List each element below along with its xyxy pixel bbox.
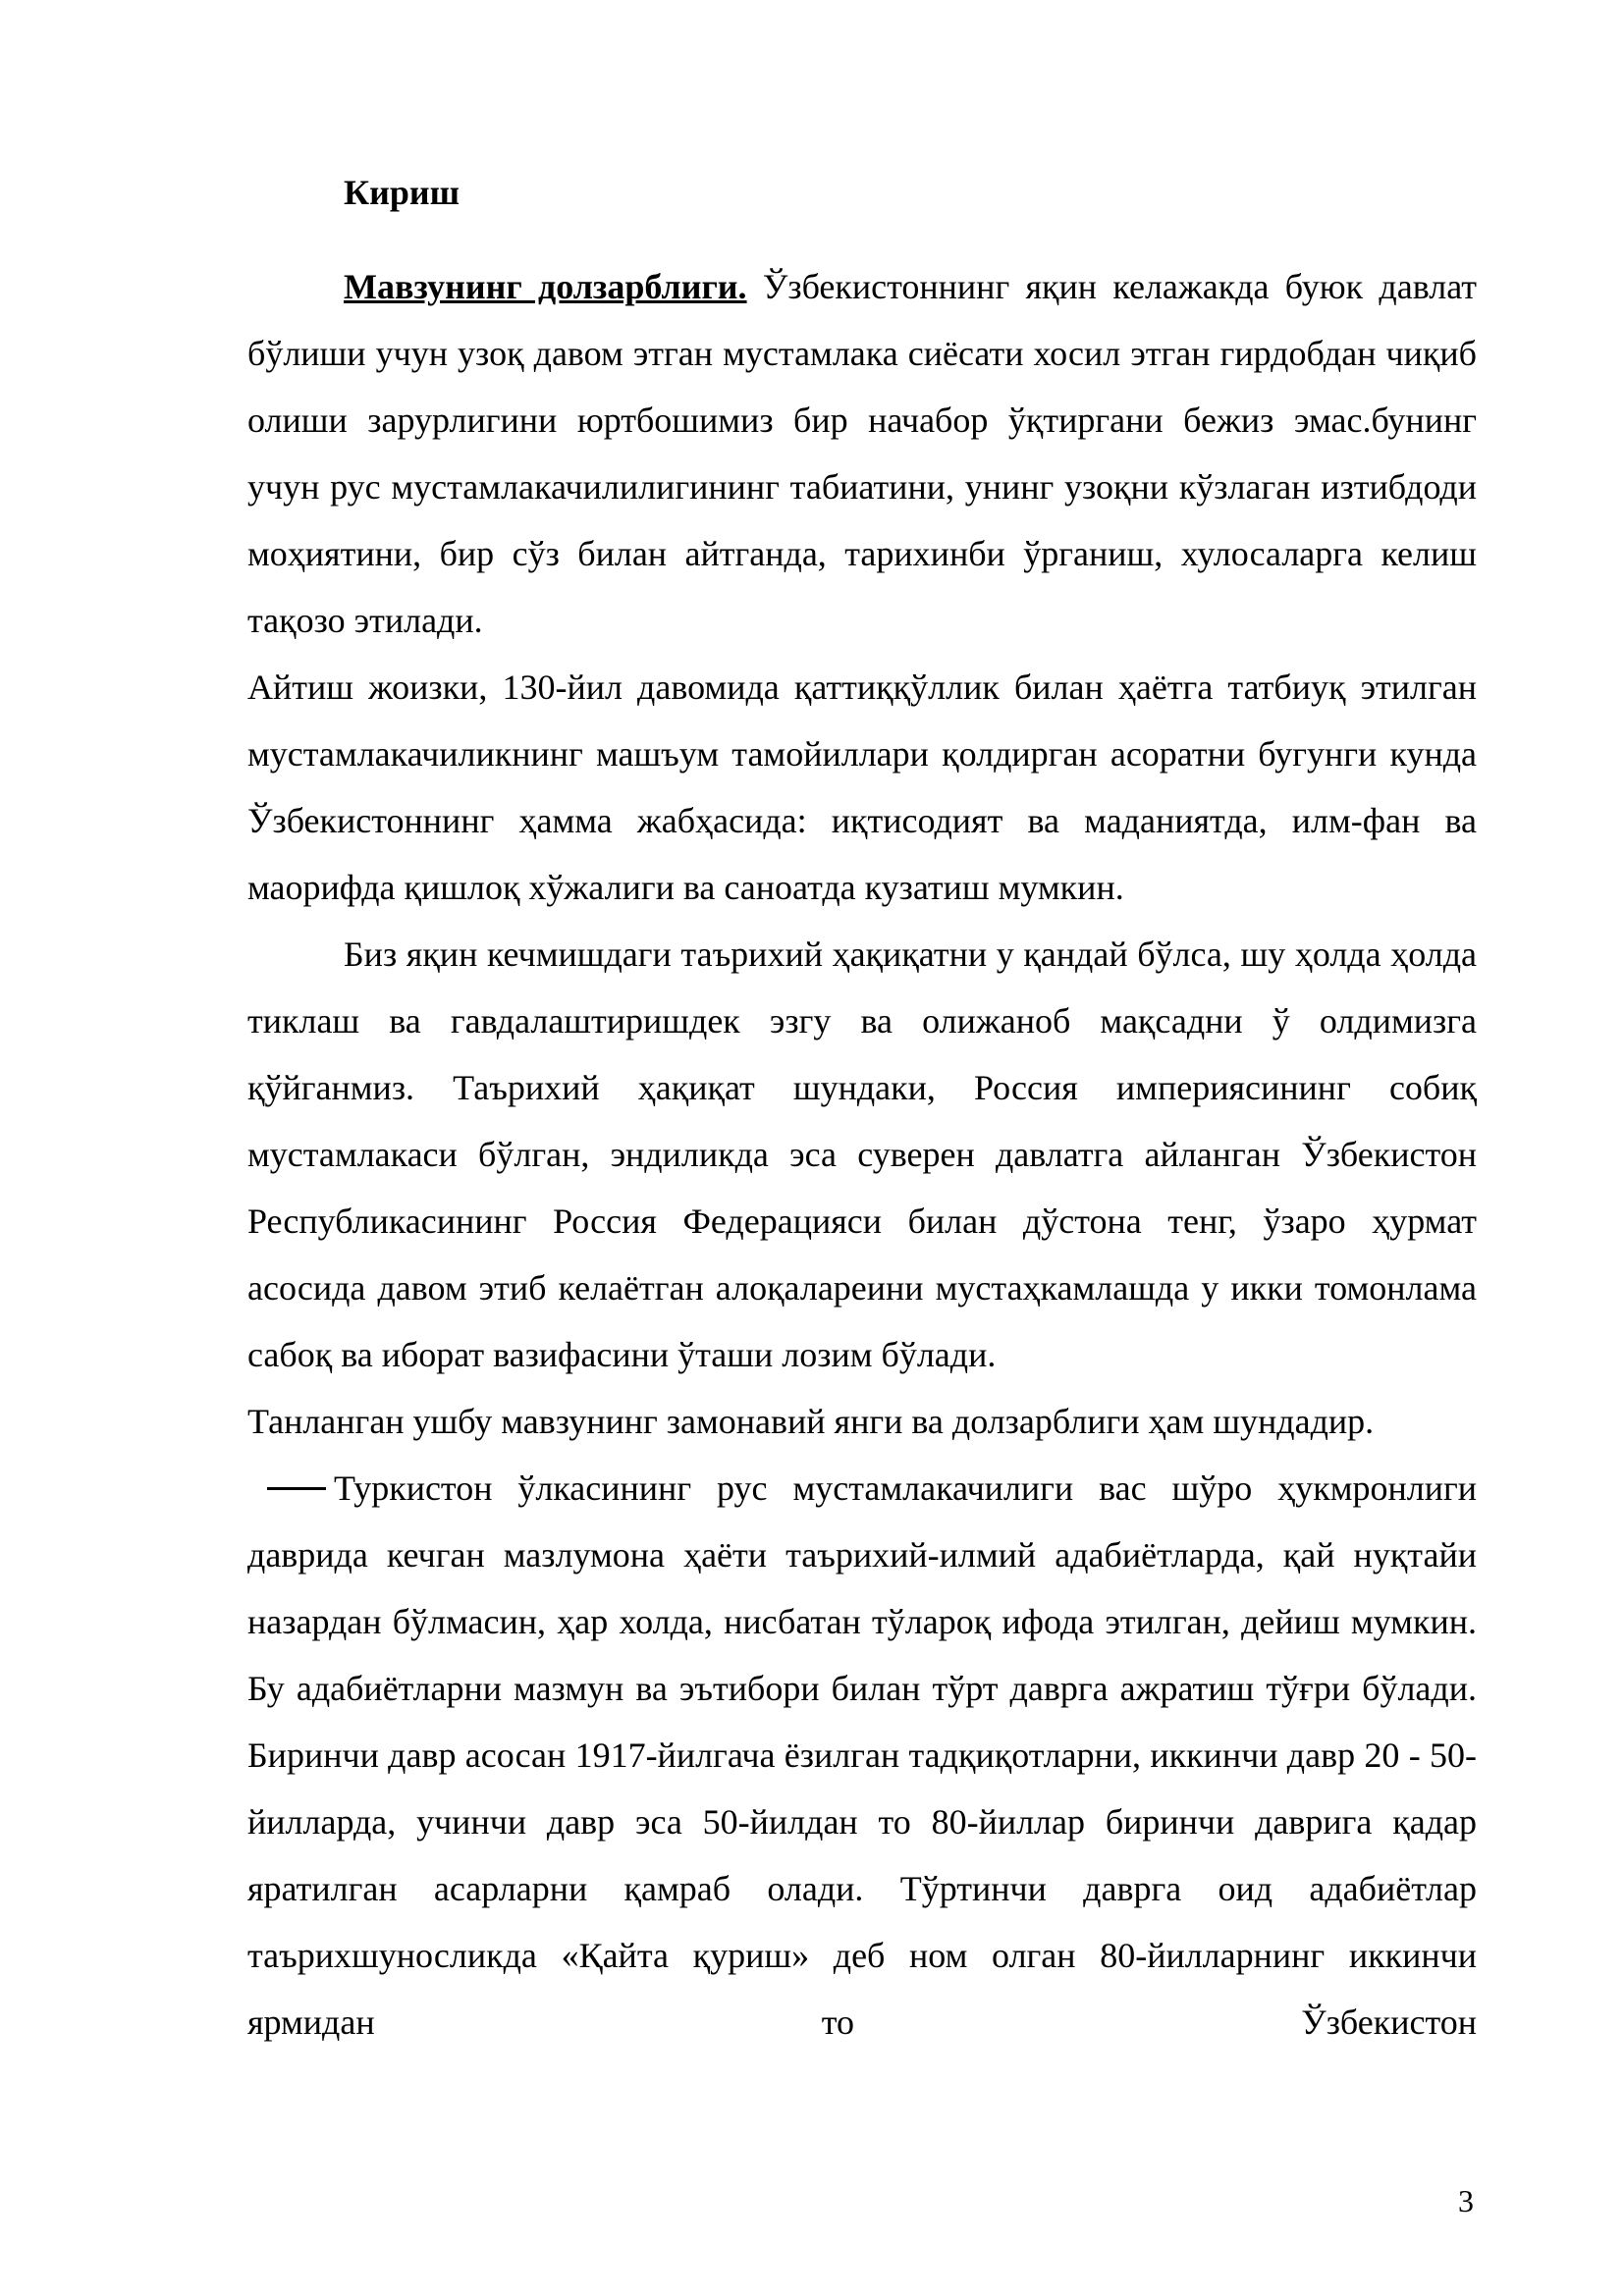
paragraph-literature xyxy=(247,1455,1477,2056)
paragraph-text: Ўзбекистоннинг яқин келажакда буюк давлат бўлиши учун узоқ давом этган мустамлака сиёсати хосил этган гирдобдан чиқиб олиши зарурлигини юртбошимиз бир начабор ўқтиргани бежиз эмас.бунинг учун рус мустамлакачилилигининг табиатини, унинг узоқни кўзлаган изтибдоди моҳиятини, бир сўз билан айтганда, тарихинби ўрганиш, хулосаларга келиш тақозо этилади. xyxy=(247,267,1477,640)
page-number: 3 xyxy=(1458,2183,1474,2218)
paragraph-historical-truth: Биз яқин кечмишдаги таърихий ҳақиқатни у қандай бўлса, шу ҳолда ҳолда тиклаш ва гавдалаштиришдек эзгу ва олижаноб мақсадни ў олдимизга қўйганмиз. Таърихий ҳақиқат шундаки, Россия империясининг собиқ мустамлакаси бўлган, эндиликда эса суверен давлатга айланган Ўзбекистон Республикасининг Россия Федерацияси билан дўстона тенг, ўзаро ҳурмат асосида давом этиб келаётган алоқалареини мустаҳкамлашда у икки томонлама сабоқ ва иборат вазифасини ўташи лозим бўлади. xyxy=(247,934,1477,1374)
dash-mark xyxy=(267,1487,326,1490)
paragraph-literature-text: Туркистон ўлкасининг рус мустамлакачилиги вас шўро ҳукмронлиги даврида кечган мазлумона ҳаёти таърихий-илмий адабиётларда, қай нуқтайи назардан бўлмасин, ҳар холда, нисбатан тўлароқ ифода этилган, дейиш мумкин. Бу адабиётларни мазмун ва эътибори билан тўрт даврга ажратиш тўғри бўлади. Биринчи давр асосан 1917-йилгача ёзилган тадқиқотларни, иккинчи давр 20 - 50-йилларда, учинчи давр эса 50-йилдан то 80-йиллар биринчи даврига қадар яратилган асарларни қамраб олади. Тўртинчи даврга оид адабиётлар таърихшуносликда «Қайта қуриш» деб ном олган 80-йилларнинг иккинчи ярмидан то Ўзбекистон xyxy=(247,1468,1477,2042)
section-heading: Кириш xyxy=(344,173,460,212)
paragraph-topic: Танланган ушбу мавзунинг замонавий янги ва долзарблиги ҳам шундадир. xyxy=(247,1402,1375,1441)
paragraph-colonialism: Айтиш жоизки, 130-йил давомида қаттиққўллик билан ҳаётга татбиуқ этилган мустамлакачиликнинг машъум тамойиллари қолдирган асоратни бугунги кунда Ўзбекистоннинг ҳамма жабҳасида: иқтисодият ва маданиятда, илм-фан ва маорифда қишлоқ хўжалиги ва саноатда кузатиш мумкин. xyxy=(247,667,1477,907)
body-text xyxy=(247,253,1477,2056)
paragraph-relevance xyxy=(247,253,1477,654)
paragraph-lead: Мавзунинг долзарблиги. xyxy=(344,267,747,306)
